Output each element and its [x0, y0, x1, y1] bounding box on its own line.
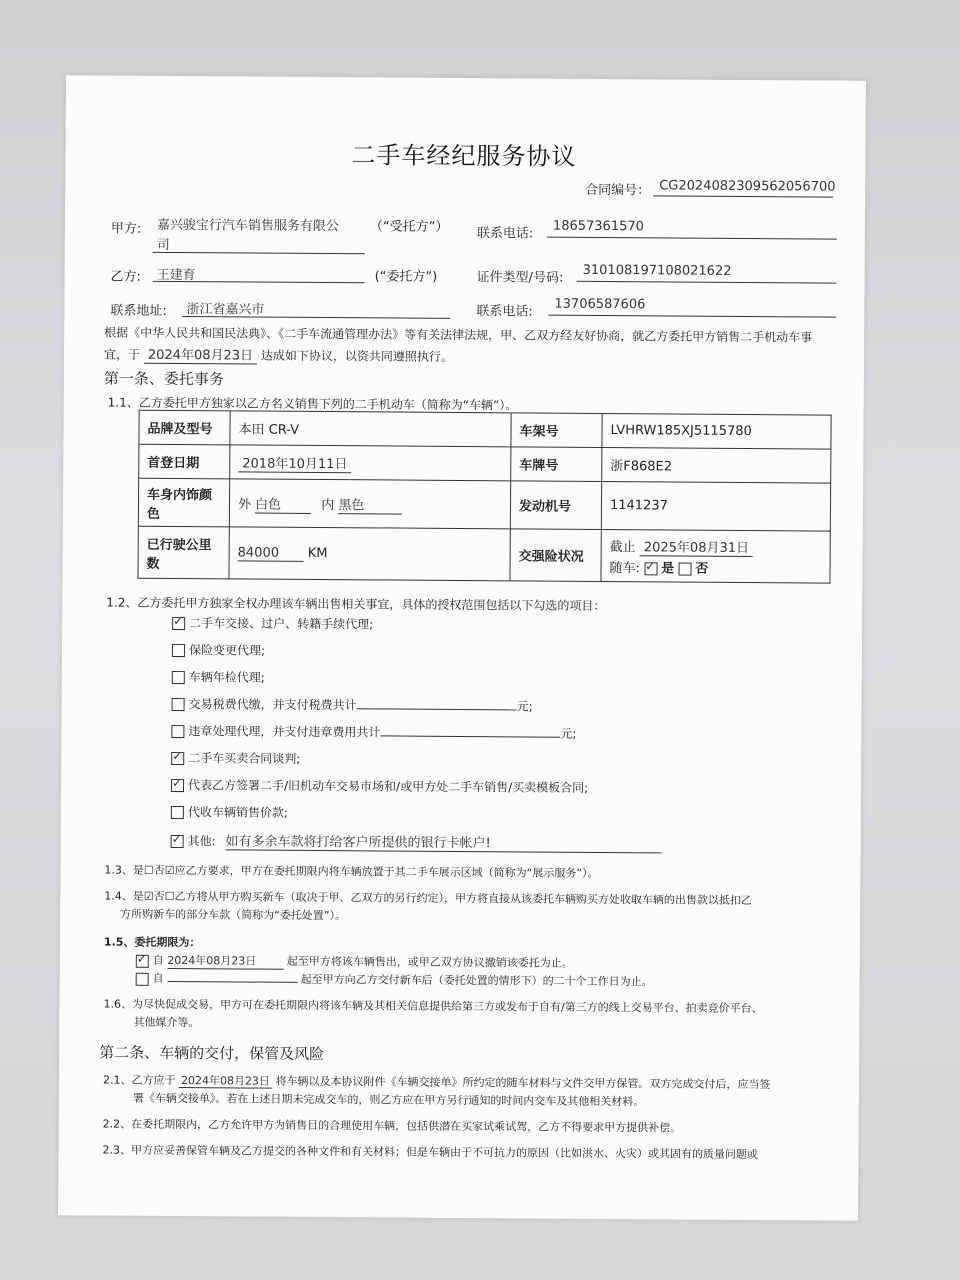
color-in-value: 黑色 [338, 494, 402, 514]
ins-with-label: 随车: [609, 560, 641, 576]
ins-yes-checkbox[interactable] [644, 562, 657, 575]
option-label: 违章处理代理，并支付违章费用共计 [188, 724, 381, 740]
option-item [172, 641, 663, 671]
phone-1: 18657361570 [552, 218, 644, 235]
clause-1-4-line-2: 方所购新车的部分车款（简称为“委托处置”）。 [120, 907, 347, 923]
option-checkbox[interactable] [172, 644, 185, 657]
contract-no: CG2024082309562056700 [659, 178, 836, 195]
preamble-line-1: 根据《中华人民共和国民法典》、《二手车流通管理办法》等有关法律法规，甲、乙双方经友好协商，就乙方委托甲方销售二手机动车事 [104, 325, 813, 345]
clause-1-4-line-1: 1.4、是☑否☐乙方将从甲方购买新车（取决于甲、乙双方的另行约定），甲方将直接从该委托车辆购买方处收取车辆的出售款以抵扣乙 [104, 889, 753, 908]
option-suffix: 元; [560, 726, 577, 741]
engine-label: 发动机号 [510, 481, 601, 530]
phone-label-2: 联系电话: [476, 304, 533, 320]
term-2-prefix: 自 [152, 971, 164, 985]
party-b-role: (“委托方”) [374, 269, 438, 285]
option-item [171, 776, 662, 806]
clause-2-1-text: 将车辆以及本协议附件《车辆交接单》所约定的随车材料与文件交甲方保管。双方完成交付后，应当签 [275, 1074, 771, 1092]
clause-1-1: 1.1、乙方委托甲方独家以乙方名义销售下列的二手机动车（简称为“车辆”）。 [107, 395, 518, 413]
term-option-1-checkbox[interactable] [136, 954, 149, 967]
ins-yes-label: 是 [661, 560, 675, 576]
mileage-label: 已行驶公里数 [138, 526, 229, 579]
option-item [172, 668, 663, 698]
preamble-date: 2024年08月23日 [144, 348, 257, 365]
party-b-name: 王建育 [156, 267, 196, 284]
option-suffix: 元; [516, 699, 533, 714]
mileage-unit: KM [307, 545, 328, 561]
reg-date-label: 首登日期 [139, 444, 230, 479]
mileage-value: 84000 [238, 545, 304, 561]
contract-paper [58, 75, 866, 1221]
vin-value: LVHRW185XJ5115780 [602, 413, 831, 449]
reg-date-value: 2018年10月11日 [238, 456, 351, 473]
color-out-label: 外 [237, 496, 252, 513]
clause-1-3: 1.3、是☐否☑应乙方要求，甲方在委托期限内将车辆放置于其二手车展示区域（简称为“展示服务”）。 [104, 863, 599, 880]
brand-label: 品牌及型号 [139, 410, 230, 445]
clause-1-6-line-1: 1.6、为尽快促成交易，甲方可在委托期限内将该车辆及其相关信息提供给第三方或发布于自有/第三方的线上交易平台、拍卖竞价平台、 [103, 997, 763, 1016]
option-item [171, 695, 662, 725]
page-title: 二手车经纪服务协议 [351, 141, 577, 171]
id-no: 310108197108021622 [582, 262, 732, 279]
term-option-2-checkbox[interactable] [136, 972, 149, 985]
address: 浙江省嘉兴市 [186, 302, 265, 318]
id-label: 证件类型/号码: [476, 270, 564, 286]
option-checkbox[interactable] [172, 617, 185, 630]
section-1-heading: 第一条、委托事务 [103, 369, 224, 389]
address-label: 联系地址: [110, 303, 167, 319]
ins-no-label: 否 [695, 561, 709, 577]
option-checkbox[interactable] [171, 725, 184, 738]
phone-label-1: 联系电话: [476, 226, 534, 242]
clause-1-2: 1.2、乙方委托甲方独家全权办理该车辆出售相关事宜，具体的授权范围包括以下勾选的项目： [106, 595, 606, 613]
plate-label: 车牌号 [511, 447, 602, 482]
vin-label: 车架号 [511, 413, 602, 448]
party-a-name-cont: 司 [156, 237, 170, 253]
party-a-name: 嘉兴骏宝行汽车销售服务有限公 [156, 217, 340, 235]
clause-2-1-line-2: 署《车辆交接单》。若在上述日期未完成交车的，则乙方应在甲方另行通知的时间内交车及其他相关材料。 [132, 1091, 645, 1109]
option-checkbox[interactable] [172, 698, 185, 711]
party-b-label: 乙方: [110, 269, 142, 285]
plate-value: 浙F868E2 [602, 447, 831, 483]
option-checkbox[interactable] [171, 779, 184, 792]
option-checkbox[interactable] [172, 671, 185, 684]
option-list [171, 614, 664, 860]
ins-no-checkbox[interactable] [678, 562, 691, 575]
option-label: 二手车买卖合同谈判; [188, 751, 301, 766]
brand-value: 本田 CR-V [230, 411, 511, 447]
vehicle-info-table [137, 410, 831, 584]
option-label: 保险变更代理; [188, 643, 266, 658]
option-label: 车辆年检代理; [188, 670, 265, 685]
option-label: 二手车交接、过户、转籍手续代理; [189, 616, 374, 632]
term-1-date: 2024年08月23日 [167, 952, 283, 970]
engine-value: 1141237 [601, 481, 830, 531]
clause-2-3: 2.3、甲方应妥善保管车辆及乙方提交的各种文件和有关材料；但是车辆由于不可抗力的原因（比如洪水、火灾）或其固有的质量问题或 [102, 1143, 759, 1162]
option-item [171, 803, 662, 833]
clause-2-1-prefix: 2.1、乙方应于 [102, 1073, 176, 1088]
option-item [171, 749, 662, 779]
option-item [171, 830, 662, 860]
insurance-label: 交强险状况 [510, 529, 601, 582]
option-item [171, 722, 662, 752]
phone-2: 13706587606 [554, 296, 646, 313]
ins-until-label: 截止 [609, 539, 636, 555]
clause-2-1-date: 2024年08月23日 [179, 1074, 272, 1089]
option-checkbox[interactable] [171, 752, 184, 765]
option-label: 交易税费代缴，并支付税费共计 [188, 697, 357, 713]
clause-2-2: 2.2、在委托期限内，乙方允许甲方为销售目的合理使用车辆，包括供潜在买家试乘试驾，乙方不得要求甲方提供补偿。 [102, 1117, 682, 1135]
option-checkbox[interactable] [171, 835, 184, 848]
ins-until-value: 2025年08月31日 [640, 540, 753, 557]
color-label: 车身内饰颜色 [138, 478, 229, 527]
preamble-suffix: 达成如下协议，以资共同遵照执行。 [260, 348, 453, 364]
color-in-label: 内 [321, 497, 335, 513]
option-label: 其他: [187, 834, 216, 849]
clause-1-5: 1.5、委托期限为： [103, 935, 201, 950]
clause-1-6-line-2: 其他媒介等。 [133, 1015, 200, 1030]
option-item [172, 614, 663, 644]
term-2-text: 起至甲方向乙方交付新车后（委托处置的情形下）的二十个工作日为止。 [300, 972, 653, 989]
term-1-prefix: 自 [152, 953, 164, 967]
option-other-value: 如有多余车款将打给客户所提供的银行卡帐户! [225, 830, 661, 853]
color-out-value: 白色 [255, 493, 311, 513]
section-2-heading: 第二条、车辆的交付，保管及风险 [99, 1043, 325, 1064]
option-checkbox[interactable] [171, 806, 184, 819]
party-a-label: 甲方: [110, 221, 142, 237]
contract-no-label: 合同编号： [585, 182, 651, 199]
party-a-role: （“受托方”） [369, 219, 449, 235]
option-label: 代收车辆销售价款; [187, 805, 288, 820]
preamble-prefix: 宜，于 [103, 347, 141, 362]
term-1-text: 起至甲方将该车辆售出，或甲乙双方协议撤销该委托为止。 [286, 954, 573, 970]
option-label: 代表乙方签署二手/旧机动车交易市场和/或甲方处二手车销售/买卖模板合同; [187, 778, 589, 795]
